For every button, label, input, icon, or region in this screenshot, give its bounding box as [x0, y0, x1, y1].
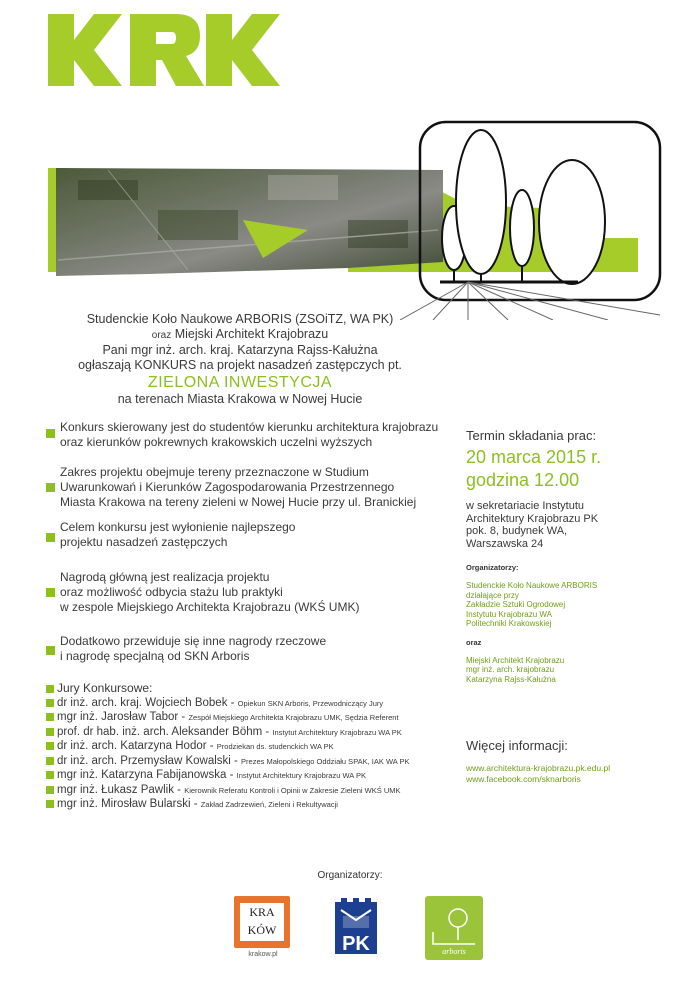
bullet-square-icon: [46, 728, 54, 736]
bullet-square-icon: [46, 713, 54, 721]
krakow-logo-url: krakow.pl: [248, 951, 278, 958]
arboris-logo: [425, 896, 483, 962]
deadline-label: Termin składania prac:: [466, 428, 597, 443]
jury-member-role: Prezes Małopolskiego Oddziału SPAK, IAK WA PK: [241, 756, 410, 766]
point-4-line-2: oraz możliwość odbycia stażu lub praktyki: [60, 585, 283, 599]
bullet-square-icon: [46, 757, 54, 765]
facebook-link[interactable]: www.facebook.com/sknarboris: [466, 774, 581, 784]
jury-member-name: prof. dr hab. inż. arch. Aleksander Böhm -: [57, 725, 273, 738]
jury-member-role: Zespół Miejskiego Architekta Krajobrazu UMK, Sędzia Referent: [188, 713, 399, 722]
organizer-line: Politechniki Krakowskiej: [466, 619, 552, 628]
krk-logo: [48, 14, 280, 86]
footer-organizers-label: Organizatorzy:: [317, 870, 383, 881]
deadline-time: godzina 12.00: [466, 470, 580, 490]
side-organizers-oraz: oraz: [466, 637, 482, 647]
point-2-line-2: Uwarunkowań i Kierunków Zagospodarowania Przestrzennego: [60, 480, 395, 494]
jury-member-name: mgr inż. Jarosław Tabor -: [57, 711, 189, 723]
point-2: [46, 465, 456, 510]
bullet-square-icon: [46, 646, 55, 655]
pk-logo-icon: [331, 896, 381, 958]
organizer-line: Instytutu Krajobrazu WA: [466, 609, 552, 619]
jury-member: [46, 783, 466, 798]
jury-member-name: mgr inż. Łukasz Pawlik -: [57, 783, 185, 796]
jury-member-role: Kierownik Referatu Kontroli i Opinii w Zakresie Zieleni WKŚ UMK: [184, 785, 401, 795]
jury-member-name: dr inż. arch. kraj. Wojciech Bobek -: [57, 696, 238, 709]
jury-member-role: Instytut Architektury Krajobrazu WA PK: [236, 771, 366, 780]
more-info-links: [466, 763, 610, 785]
organizer-line: Miejski Architekt Krajobrazu: [466, 655, 565, 665]
point-3: [46, 520, 456, 550]
place-line: pok. 8, budynek WA,: [466, 525, 568, 537]
krakow-logo-line-1: KRA: [249, 905, 275, 919]
jury-member-name: dr inż. arch. Przemysław Kowalski -: [57, 754, 242, 767]
intro-architect: Miejski Architekt Krajobrazu: [171, 327, 329, 341]
point-5-line-2: i nagrodę specjalną od SKN Arboris: [60, 649, 250, 663]
point-1-line-1: Konkurs skierowany jest do studentów kierunku architektura krajobrazu: [60, 420, 439, 434]
point-4-line-3: w zespole Miejskiego Architekta Krajobrazu (WKŚ UMK): [60, 600, 360, 614]
jury-member-role: Opiekun SKN Arboris, Przewodniczący Jury: [237, 698, 384, 708]
deadline-date: 20 marca 2015 r.: [466, 447, 602, 467]
pk-logo-text: PK: [342, 933, 370, 955]
bullet-square-icon: [46, 771, 54, 779]
point-5: [46, 634, 456, 664]
point-3-line-1: Celem konkursu jest wyłonienie najlepszego: [60, 520, 296, 534]
competition-title: ZIELONA INWESTYCJA: [147, 374, 333, 391]
place-line: Architektury Krajobrazu PK: [466, 512, 599, 525]
jury-member-name: mgr inż. Mirosław Bularski -: [57, 798, 201, 810]
organizer-line: Katarzyna Rajss-Kałużna: [466, 674, 556, 684]
hero-illustration: [48, 110, 668, 320]
jury-section: [46, 681, 466, 812]
krakow-logo-inner: [240, 903, 284, 941]
side-organizers-heading: Organizatorzy:: [466, 563, 519, 572]
jury-member: [46, 725, 466, 740]
bullet-square-icon: [46, 533, 55, 542]
pk-logo: [331, 896, 381, 962]
jury-member: [46, 768, 466, 783]
jury-member-name: dr inż. arch. Katarzyna Hodor -: [57, 740, 217, 752]
jury-heading: Jury Konkursowe:: [57, 681, 153, 695]
intro-oraz: oraz: [151, 330, 172, 341]
point-5-line-1: Dodatkowo przewiduje się inne nagrody rzeczowe: [60, 634, 327, 648]
krakow-logo-line-2: KÓW: [247, 923, 277, 937]
point-2-line-1: Zakres projektu obejmuje tereny przeznaczone w Studium: [60, 465, 369, 479]
organizer-line: działające przy: [466, 590, 519, 600]
bullet-square-icon: [46, 685, 54, 693]
intro-line-4: ogłaszają KONKURS na projekt nasadzeń zastępczych pt.: [78, 358, 402, 372]
jury-member: [46, 739, 466, 754]
bullet-square-icon: [46, 800, 54, 808]
side-organizers: [466, 563, 597, 684]
jury-member-role: Zakład Zadrzewień, Zieleni i Rekultywacji: [200, 800, 338, 809]
arboris-logo-text: arboris: [442, 947, 466, 956]
bullet-square-icon: [46, 699, 54, 707]
jury-member-role: Prodziekan ds. studenckich WA PK: [216, 742, 334, 751]
bullet-square-icon: [46, 429, 55, 438]
intro-line-1: Studenckie Koło Naukowe ARBORIS (ZSOiTZ, WA PK): [86, 312, 394, 326]
intro-line-2: [60, 327, 420, 343]
krakow-logo-badge: [234, 896, 290, 948]
point-4-line-1: Nagrodą główną jest realizacja projektu: [60, 570, 270, 584]
jury-member-role: Instytut Architektury Krajobrazu WA PK: [272, 727, 402, 737]
bullet-square-icon: [46, 483, 55, 492]
place-line: w sekretariacie Instytutu: [466, 500, 584, 512]
bullet-square-icon: [46, 786, 54, 794]
intro-line-3: Pani mgr inż. arch. kraj. Katarzyna Rajss-Kałużna: [102, 343, 378, 357]
organizer-line: Zakładzie Sztuki Ogrodowej: [466, 600, 566, 609]
organizer-line: mgr inż. arch. krajobrazu: [466, 665, 555, 674]
jury-member: [46, 710, 466, 725]
deadline-date-block: [466, 446, 601, 492]
more-info-label: Więcej informacji:: [466, 738, 568, 753]
point-4: [46, 570, 456, 615]
intro-line-5: na terenach Miasta Krakowa w Nowej Hucie: [117, 392, 363, 406]
krakow-logo: [234, 896, 292, 962]
point-3-line-2: projektu nasadzeń zastępczych: [60, 535, 228, 549]
point-2-line-3: Miasta Krakowa na tereny zieleni w Nowej Hucie przy ul. Branickiej: [60, 495, 417, 509]
jury-member-name: mgr inż. Katarzyna Fabijanowska -: [57, 769, 237, 781]
deadline-place: [466, 500, 598, 550]
jury-member: [46, 696, 466, 711]
intro-block: [60, 312, 420, 407]
bullet-square-icon: [46, 588, 55, 597]
bullet-square-icon: [46, 742, 54, 750]
website-link[interactable]: www.architektura-krajobrazu.pk.edu.pl: [466, 763, 611, 773]
jury-heading-row: [46, 681, 466, 696]
jury-member: [46, 754, 466, 769]
point-1: [46, 420, 456, 450]
arboris-logo-icon: [425, 896, 483, 960]
point-1-line-2: oraz kierunków pokrewnych krakowskich uczelni wyższych: [60, 435, 373, 449]
jury-member: [46, 797, 466, 812]
organizer-line: Studenckie Koło Naukowe ARBORIS: [466, 581, 598, 590]
place-line: Warszawska 24: [466, 537, 544, 550]
